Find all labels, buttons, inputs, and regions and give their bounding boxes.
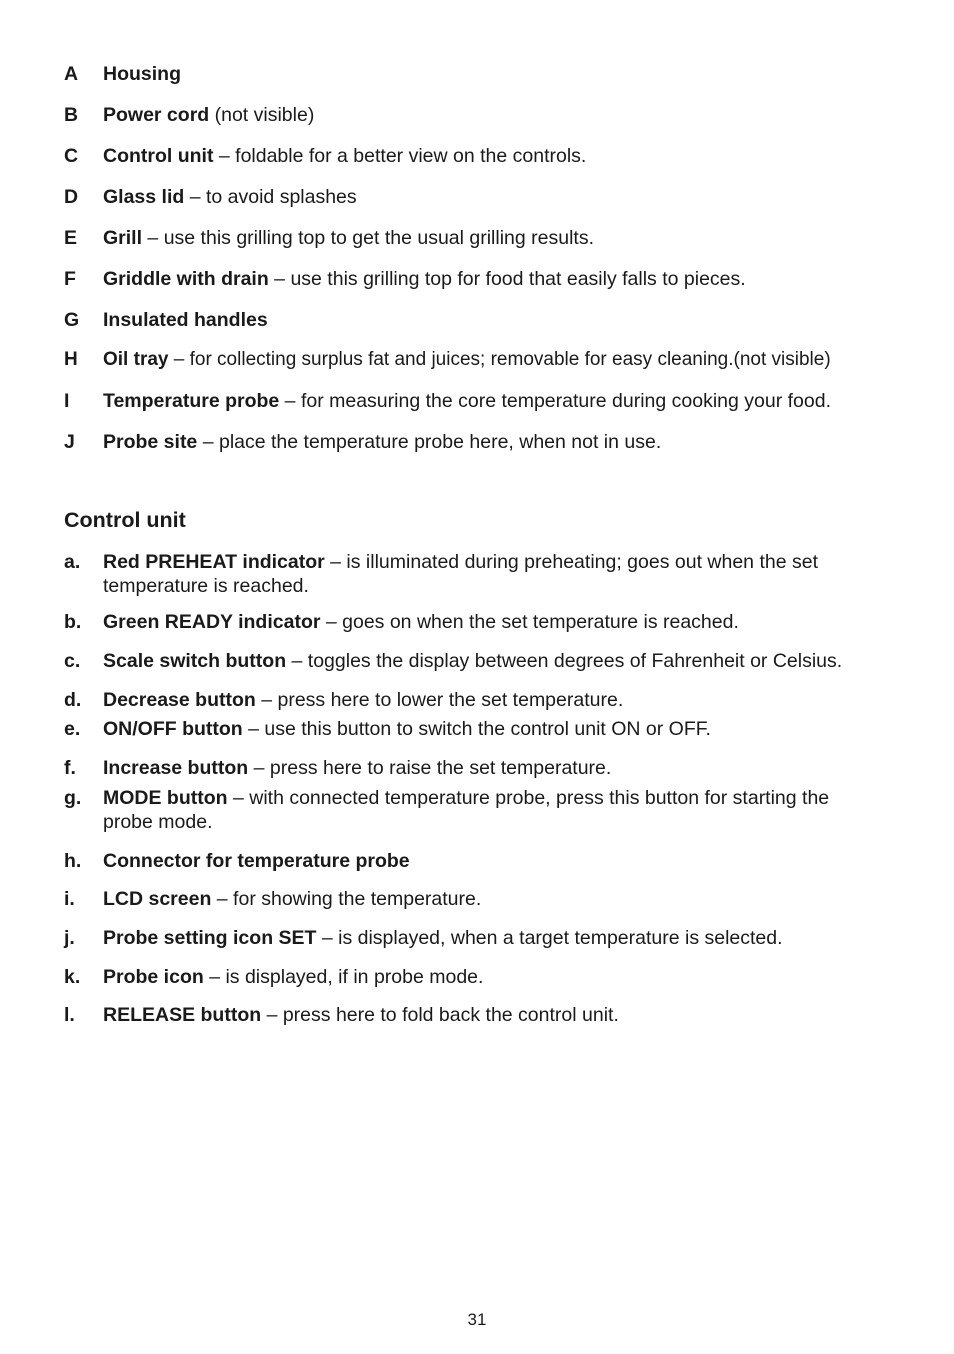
control-name: Red PREHEAT indicator [103,551,325,573]
part-label: J [64,431,75,453]
part-desc: (not visible) [209,104,315,126]
part-name: Housing [103,63,181,85]
control-desc: – is displayed, if in probe mode. [203,966,484,988]
control-item-h [64,849,894,873]
part-label: B [64,104,79,126]
part-item-i [64,389,894,413]
part-desc: – place the temperature probe here, when not in use. [197,431,662,453]
part-label: H [64,349,78,370]
part-item-e [64,226,894,250]
control-label: i. [64,888,75,910]
section-heading-control-unit: Control unit [64,508,186,532]
control-item-i [64,887,894,911]
control-item-f [64,756,894,780]
part-label: E [64,227,78,249]
control-label: g. [64,787,82,809]
part-name: Probe site [103,431,198,453]
part-label: F [64,268,76,290]
control-name: Scale switch button [103,650,287,672]
part-label: C [64,145,79,167]
part-name: Griddle with drain [103,268,269,290]
control-item-d [64,688,894,712]
part-item-d [64,185,894,209]
control-label: a. [64,551,81,573]
control-item-a [64,550,864,598]
control-name: MODE button [103,787,228,809]
control-item-b [64,610,894,634]
control-desc: – press here to raise the set temperature. [248,757,612,779]
control-label: h. [64,850,82,872]
control-name: RELEASE button [103,1004,262,1026]
part-desc: – to avoid splashes [184,186,357,208]
control-label: c. [64,650,81,672]
part-item-b [64,103,894,127]
part-desc: – for collecting surplus fat and juices; removable for easy cleaning.(not visible) [168,349,831,370]
control-desc: – is displayed, when a target temperature is selected. [316,927,783,949]
control-name: Probe setting icon SET [103,927,317,949]
part-desc: – foldable for a better view on the controls. [213,145,587,167]
part-label: A [64,63,79,85]
part-desc: – use this grilling top to get the usual grilling results. [142,227,595,249]
control-item-g [64,786,874,834]
control-label: b. [64,611,82,633]
control-name: ON/OFF button [103,718,243,740]
control-name: Connector for temperature probe [103,850,410,872]
page-number: 31 [467,1310,487,1329]
part-label: D [64,186,79,208]
part-desc: – use this grilling top for food that easily falls to pieces. [268,268,746,290]
control-item-k [64,965,894,989]
control-name: Green READY indicator [103,611,321,633]
control-desc: – press here to fold back the control unit. [261,1004,619,1026]
part-item-h [64,348,894,372]
control-name: Increase button [103,757,249,779]
part-name: Power cord [103,104,210,126]
control-item-c [64,649,894,673]
part-item-j [64,430,894,454]
part-label: G [64,309,80,331]
control-desc: – toggles the display between degrees of Fahrenheit or Celsius. [286,650,843,672]
part-item-c [64,144,894,168]
control-label: j. [64,927,75,949]
part-name: Insulated handles [103,309,268,331]
part-item-g [64,308,894,332]
part-item-a [64,62,894,86]
control-desc: – use this button to switch the control unit ON or OFF. [242,718,711,740]
control-label: e. [64,718,81,740]
control-desc: – is illuminated during preheating; goes out when the set temperature is reached. [103,551,818,597]
part-desc: – for measuring the core temperature during cooking your food. [279,390,831,412]
control-item-j [64,926,894,950]
control-desc: – for showing the temperature. [211,888,482,910]
control-label: f. [64,757,76,779]
part-label: I [64,390,70,412]
control-name: Probe icon [103,966,204,988]
control-name: LCD screen [103,888,212,910]
control-item-l [64,1003,894,1027]
control-label: d. [64,689,82,711]
part-name: Grill [103,227,143,249]
control-desc: – with connected temperature probe, press this button for starting the probe mode. [103,787,830,833]
part-name: Temperature probe [103,390,280,412]
part-name: Oil tray [103,349,169,370]
control-desc: – goes on when the set temperature is reached. [320,611,739,633]
control-label: k. [64,966,81,988]
control-label: l. [64,1004,75,1026]
part-name: Control unit [103,145,214,167]
control-item-e [64,717,894,741]
part-item-f [64,267,894,291]
part-name: Glass lid [103,186,185,208]
control-name: Decrease button [103,689,256,711]
control-desc: – press here to lower the set temperature. [255,689,624,711]
